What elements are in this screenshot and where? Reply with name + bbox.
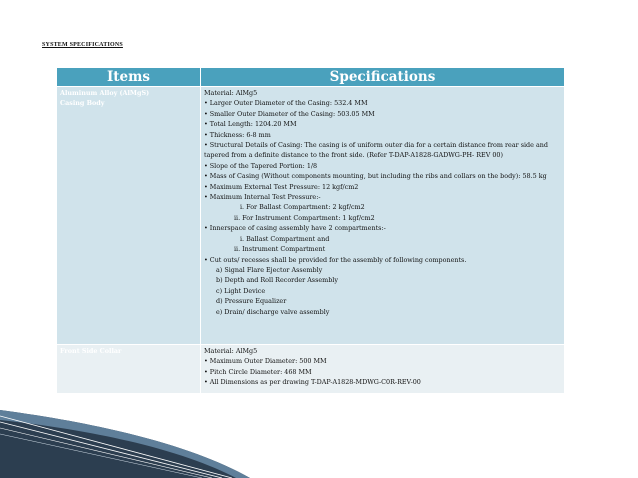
specification-cell: [201, 87, 565, 345]
spec-line: i. Ballast Compartment and: [240, 234, 330, 243]
decorative-corner-swoosh: [0, 388, 638, 478]
spec-line: i. For Ballast Compartment: 2 kgf/cm2: [240, 203, 365, 212]
spec-line: ii. Instrument Compartment: [234, 245, 326, 254]
spec-line: e) Drain/ discharge valve assembly: [216, 307, 330, 316]
item-cell: [57, 87, 201, 345]
spec-line: • Maximum External Test Pressure: 12 kgf/cm2: [204, 182, 359, 191]
spec-line: tapered from a definite distance to the front side. (Refer T-DAP-A1828-GADWG-PH- REV 00): [204, 151, 503, 160]
specifications-column-header: Specifications: [201, 68, 565, 87]
spec-line: • All Dimensions as per drawing T-DAP-A1828-MDWG-C0R-REV-00: [204, 378, 421, 387]
item-label: Front Side Collar: [60, 347, 122, 355]
specifications-table: [57, 68, 564, 393]
spec-line: • Maximum Outer Diameter: 500 MM: [204, 357, 327, 366]
spec-line: • Structural Details of Casing: The casing is of uniform outer dia for a certain distance from rear side and: [204, 141, 548, 150]
spec-line: • Pitch Circle Diameter: 468 MM: [204, 367, 312, 376]
table-row: [57, 345, 564, 394]
spec-line: a) Signal Flare Ejector Assembly: [216, 265, 323, 274]
table-row: [57, 87, 564, 345]
spec-line: d) Pressure Equalizer: [216, 297, 287, 306]
spec-line: • Mass of Casing (Without components mounting, but including the ribs and collars on the body): 58.5 kg: [204, 172, 547, 181]
spec-line: Material: AlMg5: [204, 347, 258, 355]
spec-line: b) Depth and Roll Recorder Assembly: [216, 276, 338, 285]
spec-line: • Slope of the Tapered Portion: 1/8: [204, 161, 318, 170]
spec-line: Material: AlMg5: [204, 89, 258, 97]
document-title: SYSTEM SPECIFICATIONS: [42, 42, 123, 48]
spec-line: • Thickness: 6-8 mm: [204, 130, 271, 139]
spec-line: c) Light Device: [216, 286, 266, 295]
spec-line: • Maximum Internal Test Pressure:-: [204, 193, 321, 202]
item-label: Aluminum Alloy (AlMgS): [60, 89, 150, 97]
spec-line: • Total Length: 1204.20 MM: [204, 120, 297, 129]
spec-line: • Larger Outer Diameter of the Casing: 532.4 MM: [204, 99, 368, 108]
item-cell: [57, 345, 201, 394]
specification-cell: [201, 345, 565, 394]
spec-line: • Cut outs/ recesses shall be provided for the assembly of following components.: [204, 255, 467, 264]
spec-line: ii. For Instrument Compartment: 1 kgf/cm2: [234, 213, 375, 222]
spec-line: • Innerspace of casing assembly have 2 compartments:-: [204, 224, 386, 233]
table-header-row: [57, 68, 564, 87]
spec-line: • Smaller Outer Diameter of the Casing: 503.05 MM: [204, 109, 375, 118]
item-label: Casing Body: [60, 99, 105, 108]
items-column-header: Items: [57, 68, 201, 87]
